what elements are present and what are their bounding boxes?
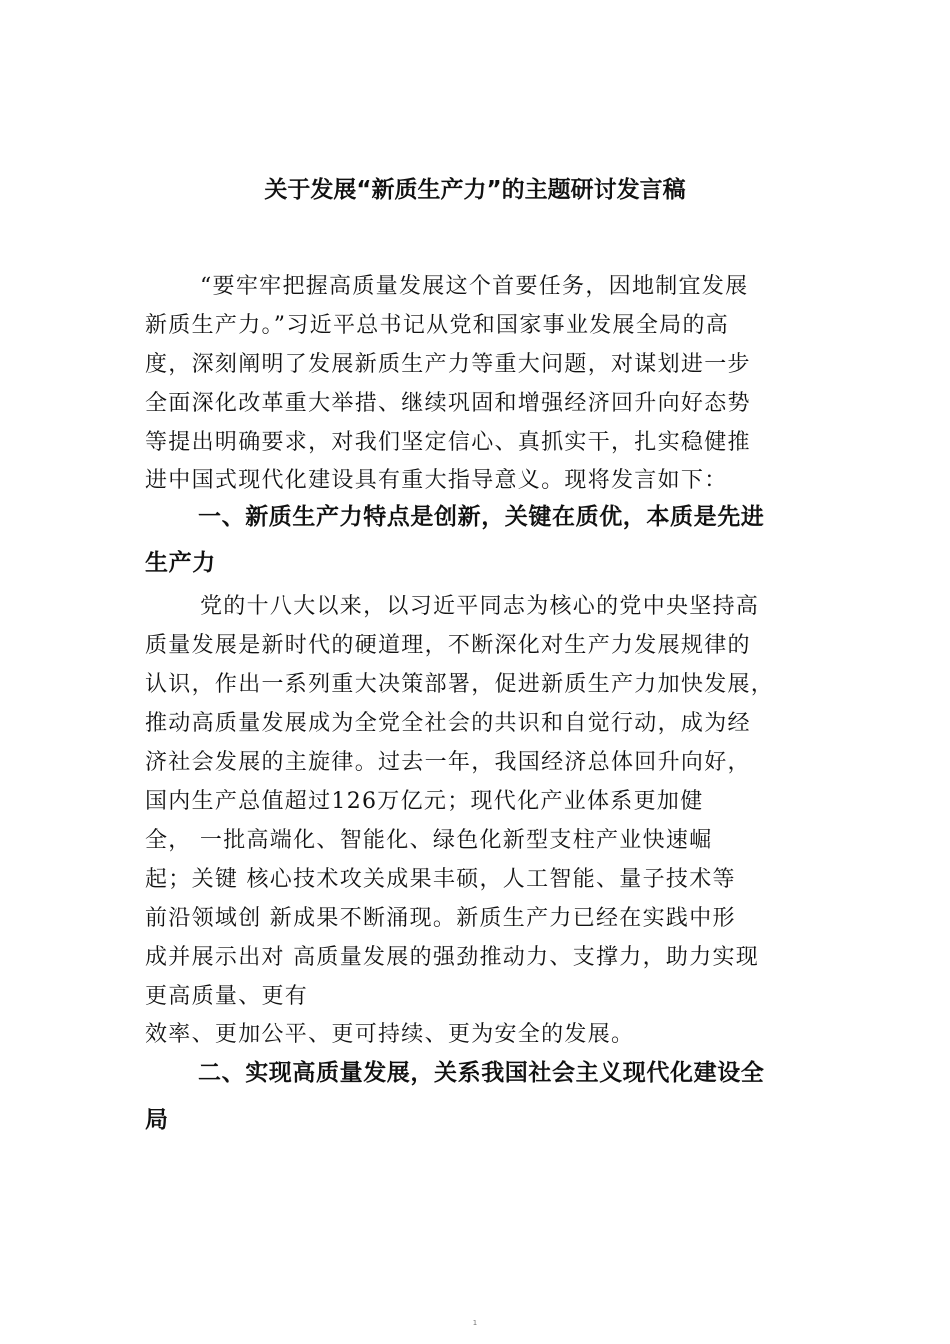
- section1-body-line-7: 全， 一批高端化、智能化、绿色化新型支柱产业快速崛: [145, 828, 713, 853]
- section2-heading-line-1: 二、实现高质量发展，关系我国社会主义现代化建设全: [198, 1060, 765, 1086]
- page-number-mark: 1: [472, 1319, 478, 1327]
- intro-line-5: 等提出明确要求，对我们坚定信心、真抓实干，扎实稳健推: [145, 430, 751, 455]
- intro-line-4: 全面深化改革重大举措、继续巩固和增强经济回升向好态势: [145, 391, 751, 416]
- intro-line-6: 进中国式现代化建设具有重大指导意义。现将发言如下：: [145, 468, 728, 493]
- section1-body-line-5: 济社会发展的主旋律。过去一年，我国经济总体回升向好，: [145, 750, 751, 775]
- section1-body-line-4: 推动高质量发展成为全党全社会的共识和自觉行动，成为经: [145, 711, 751, 736]
- section1-body-line-11: 更高质量、更有: [145, 984, 309, 1009]
- intro-line-2: 新质生产力。”习近平总书记从党和国家事业发展全局的高: [145, 313, 730, 338]
- section1-body-line-12: 效率、更加公平、更可持续、更为安全的发展。: [145, 1022, 635, 1047]
- intro-line-1: “要牢牢把握高质量发展这个首要任务，因地制宜发展: [200, 274, 749, 299]
- intro-line-3: 度，深刻阐明了发展新质生产力等重大问题，对谋划进一步: [145, 352, 751, 377]
- section1-body-line-8: 起；关键 核心技术攻关成果丰硕，人工智能、量子技术等: [145, 867, 736, 892]
- section1-body-line-3: 认识，作出一系列重大决策部署，促进新质生产力加快发展，: [145, 672, 775, 697]
- section1-body-line-1: 党的十八大以来，以习近平同志为核心的党中央坚持高: [200, 594, 760, 619]
- section1-heading-line-1: 一、新质生产力特点是创新，关键在质优，本质是先进: [198, 504, 765, 530]
- section1-heading-line-2: 生产力: [145, 550, 216, 576]
- section1-body-line-10: 成并展示出对 高质量发展的强劲推动力、支撑力，助力实现: [145, 945, 760, 970]
- section1-body-line-9: 前沿领域创 新成果不断涌现。新质生产力已经在实践中形: [145, 906, 736, 931]
- section2-heading-line-2: 局: [145, 1107, 169, 1133]
- section1-body-line-6: 国内生产总值超过126万亿元；现代化产业体系更加健: [145, 789, 704, 814]
- section1-body-line-2: 质量发展是新时代的硬道理，不断深化对生产力发展规律的: [145, 633, 751, 658]
- document-title: 关于发展“新质生产力”的主题研讨发言稿: [264, 177, 686, 203]
